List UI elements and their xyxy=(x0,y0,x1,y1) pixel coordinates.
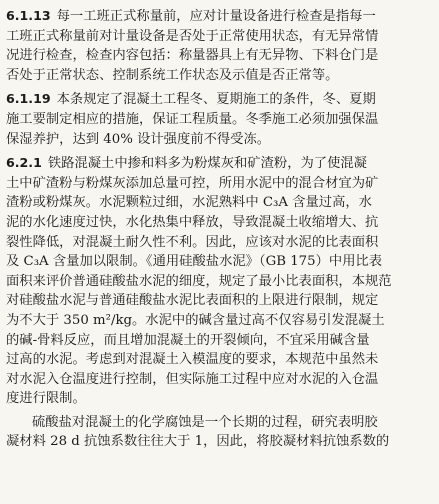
text-line: 对水泥入仓温度进行控制，但实际施工过程中应对水泥的入仓温 xyxy=(6,371,379,387)
text-line: 及 C₃A 含量加以限制。《通用硅酸盐水泥》（GB 175）中用比表 xyxy=(6,254,383,270)
text-line: 裂性降低，对混凝土耐久性不利。因此，应该对水泥的比表面积 xyxy=(6,234,379,250)
text-line: 否处于正常状态、控制系统工作状态及示值是否正常等。 xyxy=(6,67,339,83)
text-line: 土中矿渣粉与粉煤灰添加总量可控，所用水泥中的混合材宜为矿 xyxy=(6,175,379,191)
section-number: 6.1.19 xyxy=(6,91,51,107)
text-line: 过高的水泥。考虑到对混凝土入模温度的要求，本规范中虽然未 xyxy=(6,352,379,368)
text-line: 工班正式称量前对计量设备是否处于正常使用状态，有无异常情 xyxy=(6,28,379,44)
text-line: 泥的水化速度过快，水化热集中释放，导致混凝土收缩增大、抗 xyxy=(6,214,379,230)
paragraph-sulfate xyxy=(6,413,433,452)
text-line: 6.2.1 铁路混凝土中掺和料多为粉煤灰和矿渣粉，为了使混凝 xyxy=(6,155,367,172)
section-6-2-1 xyxy=(6,153,433,409)
section-number: 6.1.13 xyxy=(6,8,51,23)
text-line: 凝材料 28 d 抗蚀系数往往大于 1，因此，将胶凝材料抗蚀系数的 xyxy=(6,434,390,450)
text-line: 的碱-骨料反应，而且增加混凝土的开裂倾向，不宜采用碱含量 xyxy=(6,332,370,348)
text-line: 况进行检查，检查内容包括：称量器具上有无异物、下料仓门是 xyxy=(6,48,379,64)
text-line: 面积来评价普通硅酸盐水泥的细度，规定了最小比表面积，本规范 xyxy=(6,273,392,289)
text-line: 为不大于 350 m²/kg。水泥中的碱含量过高不仅容易引发混凝土 xyxy=(6,312,385,328)
text-line: 硫酸盐对混凝土的化学腐蚀是一个长期的过程，研究表明胶 xyxy=(32,414,378,430)
text-line: 6.1.19 本条规定了混凝土工程冬、夏期施工的条件，冬、夏期 xyxy=(6,91,376,108)
text-line: 度进行限制。 xyxy=(6,391,86,407)
text-line: 6.1.13 每一工班正式称量前，应对计量设备进行检查是指每一 xyxy=(6,8,376,24)
section-6-1-19 xyxy=(6,89,433,149)
text-line: 渣粉或粉煤灰。水泥颗粒过细，水泥熟料中 C₃A 含量过高，水 xyxy=(6,195,372,211)
text-line: 保湿养护，达到 40% 设计强度前不得受冻。 xyxy=(6,131,271,147)
section-6-1-13 xyxy=(6,6,433,85)
section-number: 6.2.1 xyxy=(6,155,42,171)
text-line: 施工要制定相应的措施，保证工程质量。冬季施工必须加强保温 xyxy=(6,111,379,127)
text-line: 对硅酸盐水泥与普通硅酸盐水泥比表面积的上限进行限制，规定 xyxy=(6,293,379,309)
